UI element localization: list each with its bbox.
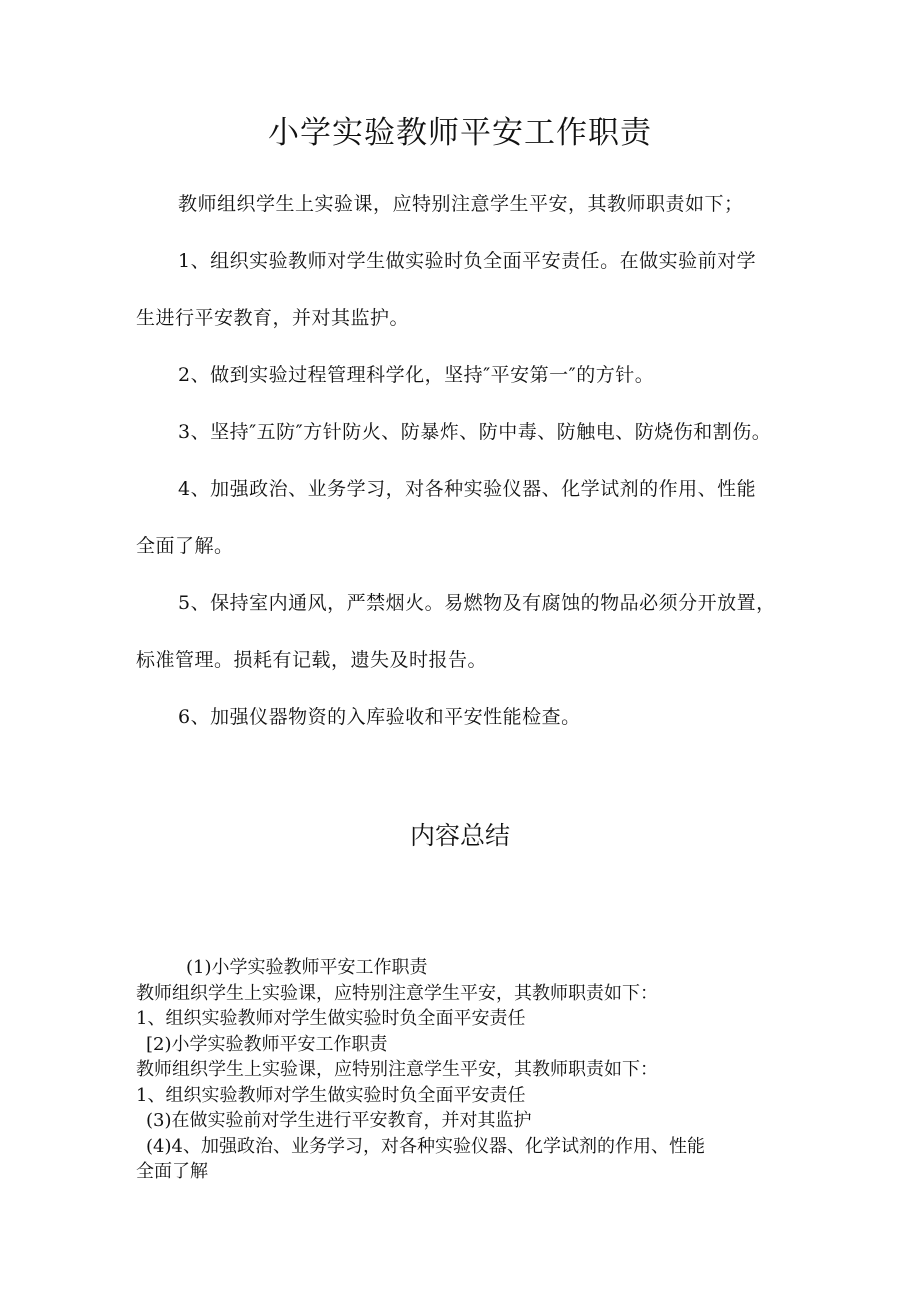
summary-line: 教师组织学生上实验课，应特别注意学生平安，其教师职责如下： — [136, 982, 658, 1004]
summary-title: 内容总结 — [409, 821, 510, 850]
item-2-line-1: 2、做到实验过程管理科学化，坚持″平安第一″的方针。 — [178, 364, 655, 386]
item-3-line-1: 3、坚持″五防″方针防火、防暴炸、防中毒、防触电、防烧伤和割伤。 — [178, 421, 772, 443]
item-6-line-1: 6、加强仪器物资的入库验收和平安性能检查。 — [178, 706, 581, 728]
summary-line: (4)4、加强政治、业务学习，对各种实验仪器、化学试剂的作用、性能 — [146, 1135, 705, 1157]
item-5 — [136, 575, 796, 689]
item-1 — [136, 233, 796, 347]
item-5-line-1: 5、保持室内通风，严禁烟火。易燃物及有腐蚀的物品必须分开放置， — [178, 592, 776, 614]
summary-line: 1、组织实验教师对学生做实验时负全面平安责任 — [136, 1008, 526, 1029]
summary-line: [2)小学实验教师平安工作职责 — [146, 1033, 388, 1055]
item-4-line-2: 全面了解。 — [136, 535, 234, 557]
item-4-line-1: 4、加强政治、业务学习，对各种实验仪器、化学试剂的作用、性能 — [178, 478, 757, 500]
summary-line: 1、组织实验教师对学生做实验时负全面平安责任 — [136, 1084, 526, 1106]
item-6 — [136, 689, 796, 746]
item-5-line-2: 标准管理。损耗有记载，遗失及时报告。 — [136, 649, 488, 671]
item-4 — [136, 461, 796, 575]
summary-line: 教师组织学生上实验课，应特别注意学生平安，其教师职责如下： — [136, 1059, 658, 1080]
summary-block — [136, 955, 796, 1185]
summary-line: 全面了解 — [136, 1161, 208, 1182]
intro-text: 教师组织学生上实验课，应特别注意学生平安，其教师职责如下； — [178, 193, 744, 215]
item-1-line-2: 生进行平安教育，并对其监护。 — [136, 307, 410, 329]
summary-line: (3)在做实验前对学生进行平安教育，并对其监护 — [146, 1110, 532, 1131]
item-2 — [136, 347, 796, 404]
item-1-line-1: 1、组织实验教师对学生做实验时负全面平安责任。在做实验前对学 — [178, 250, 757, 272]
item-3 — [136, 404, 796, 461]
intro-paragraph — [136, 176, 796, 233]
document-title: 小学实验教师平安工作职责 — [268, 115, 652, 151]
summary-line: (1)小学实验教师平安工作职责 — [186, 957, 428, 978]
